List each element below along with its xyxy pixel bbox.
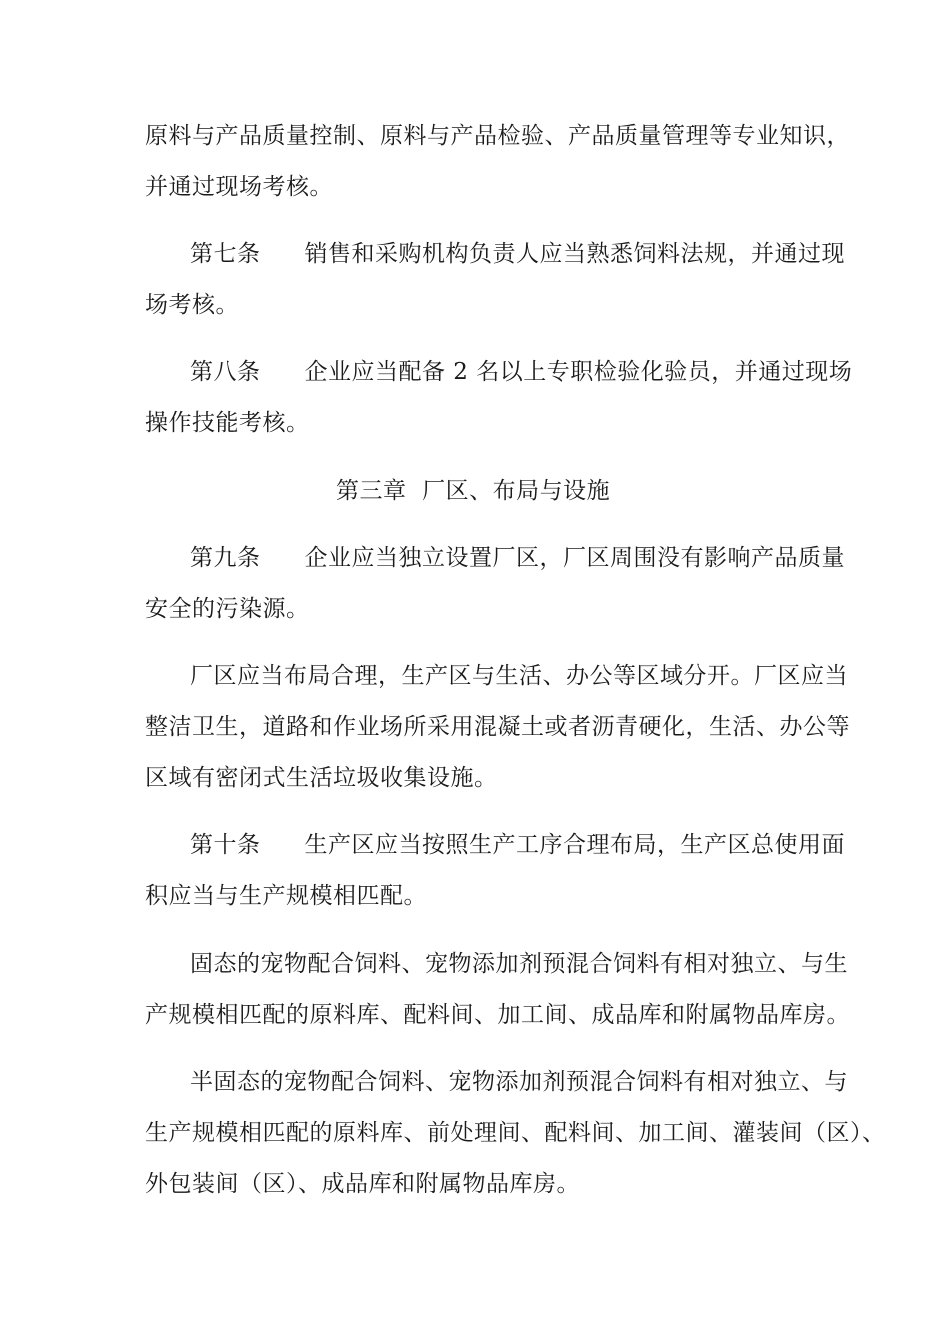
paragraph-line: 半固态的宠物配合饲料、宠物添加剂预混合饲料有相对独立、与 <box>190 1069 848 1095</box>
article-7-label: 第七条 <box>190 241 261 267</box>
article-9-text: 企业应当独立设置厂区，厂区周围没有影响产品质量 <box>304 545 845 571</box>
article-8-label: 第八条 <box>190 359 261 385</box>
article-10-text: 生产区应当按照生产工序合理布局，生产区总使用面 <box>304 832 845 858</box>
article-7-line <box>190 239 845 269</box>
paragraph-line: 场考核。 <box>145 292 239 318</box>
article-8-text: 企业应当配备 2 名以上专职检验化验员，并通过现场 <box>304 359 853 385</box>
paragraph-line: 外包装间（区）、成品库和附属物品库房。 <box>145 1171 580 1197</box>
paragraph-line: 整洁卫生，道路和作业场所采用混凝土或者沥青硬化，生活、办公等 <box>145 714 850 740</box>
paragraph-line: 厂区应当布局合理，生产区与生活、办公等区域分开。厂区应当 <box>190 663 848 689</box>
article-9-line <box>190 543 845 573</box>
paragraph-line: 区域有密闭式生活垃圾收集设施。 <box>145 765 498 791</box>
paragraph-line: 固态的宠物配合饲料、宠物添加剂预混合饲料有相对独立、与生 <box>190 951 848 977</box>
paragraph-line: 生产规模相匹配的原料库、前处理间、配料间、加工间、灌装间（区）、 <box>145 1120 886 1146</box>
article-10-line <box>190 830 845 860</box>
paragraph-line: 并通过现场考核。 <box>145 174 333 200</box>
paragraph-line: 操作技能考核。 <box>145 410 310 436</box>
paragraph-line: 原料与产品质量控制、原料与产品检验、产品质量管理等专业知识， <box>145 123 850 149</box>
article-10-label: 第十条 <box>190 832 261 858</box>
article-9-label: 第九条 <box>190 545 261 571</box>
chapter-heading: 第三章 厂区、布局与设施 <box>336 478 611 504</box>
paragraph-line: 安全的污染源。 <box>145 596 310 622</box>
paragraph-line: 产规模相匹配的原料库、配料间、加工间、成品库和附属物品库房。 <box>145 1002 850 1028</box>
article-7-text: 销售和采购机构负责人应当熟悉饲料法规，并通过现 <box>304 241 845 267</box>
paragraph-line: 积应当与生产规模相匹配。 <box>145 883 427 909</box>
article-8-line <box>190 357 852 387</box>
